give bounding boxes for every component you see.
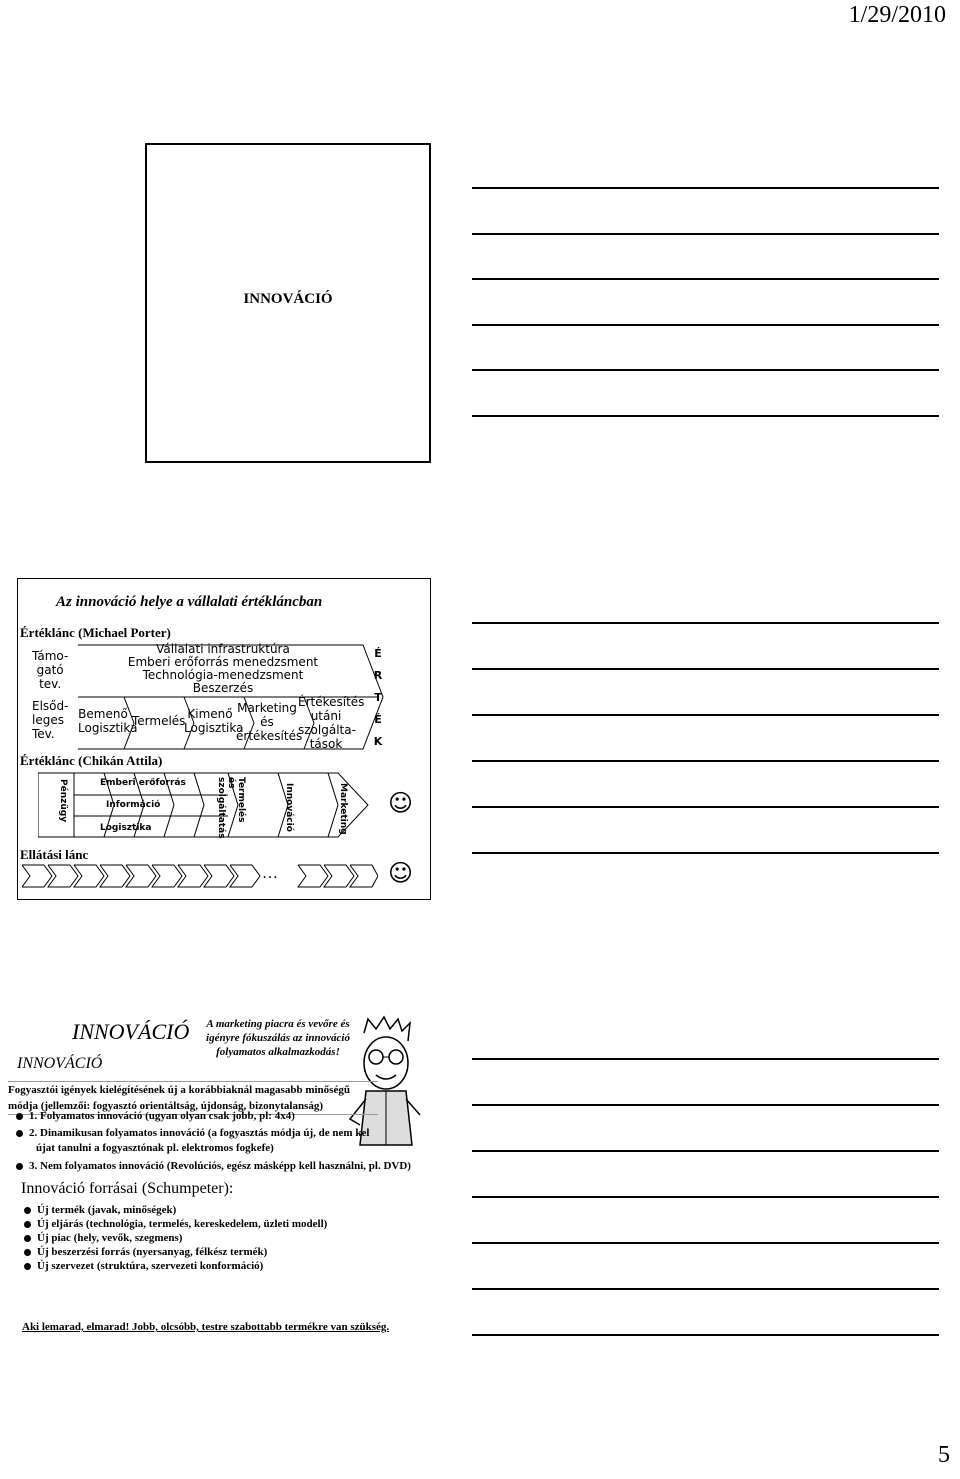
support-row-infrastructure: Vállalati infrastruktúra — [156, 642, 290, 656]
slide-1-title: INNOVÁCIÓ — [243, 291, 333, 307]
list-item: 2. Dinamikusan folyamatos innováció (a fogyasztás módja új, de nem kel — [16, 1126, 416, 1141]
support-activities-label: Támo- gató tev. — [32, 649, 69, 691]
sources-title: Innováció forrásai (Schumpeter): — [21, 1180, 234, 1197]
innovation-types-list — [16, 1109, 416, 1174]
bullet-icon — [24, 1249, 31, 1256]
bullet-icon — [24, 1235, 31, 1242]
slide-3-big-title: INNOVÁCIÓ — [72, 1019, 190, 1044]
porter-heading: Értéklánc (Michael Porter) — [20, 625, 171, 640]
supply-chain-arrows — [22, 863, 378, 889]
supply-chain-ellipsis: … — [262, 865, 278, 882]
closing-statement: Aki lemarad, elmarad! Jobb, olcsóbb, testre szabottabb termékre van szükség. — [22, 1321, 390, 1333]
list-item-continued: újat tanulni a fogyasztónak pl. elektromos fogkefe) — [36, 1142, 274, 1154]
primary-service: Értékesítés utáni szolgálta- tások — [298, 695, 365, 751]
chikan-marketing-label: Marketing — [338, 783, 348, 835]
primary-inbound: Bemenő Logisztika — [78, 707, 138, 735]
slide-1 — [145, 143, 431, 463]
bullet-icon — [16, 1113, 23, 1120]
primary-outbound: Kimenő Logisztika — [184, 707, 244, 735]
primary-marketing: Marketing és értékesítés — [236, 701, 303, 743]
slide-3 — [0, 1005, 470, 1345]
page-number: 5 — [938, 1442, 950, 1468]
primary-activities-label: Elsőd- leges Tev. — [32, 699, 69, 741]
list-item: Új eljárás (technológia, termelés, kereskedelem, üzleti modell) — [24, 1217, 327, 1231]
bullet-icon — [24, 1207, 31, 1214]
chikan-finance-label: Pénzügy — [58, 779, 68, 823]
value-letters: É R T É K — [373, 647, 383, 748]
support-row-procurement: Beszerzés — [192, 681, 254, 695]
slide-3-quote: A marketing piacra és vevőre és igényre fókuszálás az innováció folyamatos alkalmazkodás! — [206, 1018, 350, 1058]
list-item: 1. Folyamatos innováció (ugyan olyan csak jobb, pl: 4x4) — [16, 1109, 416, 1124]
sources-list — [24, 1203, 327, 1273]
support-rows — [78, 643, 368, 695]
chikan-value-chain-diagram — [38, 771, 384, 841]
slide-2 — [17, 578, 431, 900]
print-date: 1/29/2010 — [848, 2, 946, 28]
list-item: Új piac (hely, vevők, szegmens) — [24, 1231, 327, 1245]
bullet-icon — [16, 1163, 23, 1170]
smiley-icon: ☺ — [388, 789, 414, 817]
chikan-operations-label: Termelés és szolgáltatás — [216, 777, 246, 839]
supply-chain-label: Ellátási lánc — [20, 847, 89, 862]
primary-operations: Termelés — [132, 714, 186, 728]
bullet-icon — [24, 1221, 31, 1228]
chikan-support-logistics: Logisztika — [100, 823, 152, 833]
smiley-icon-2: ☺ — [388, 859, 414, 887]
list-item: 3. Nem folyamatos innováció (Revolúciós, egész másképp kell használni, pl. DVD) — [16, 1159, 416, 1174]
slide-2-title: Az innováció helye a vállalati értékláncban — [56, 594, 323, 610]
list-item: Új beszerzési forrás (nyersanyag, félkész termék) — [24, 1245, 327, 1259]
chikan-innovation-label: Innováció — [284, 783, 294, 832]
bullet-icon — [24, 1263, 31, 1270]
chikan-heading: Értéklánc (Chikán Attila) — [20, 753, 163, 768]
chikan-support-info: Információ — [106, 800, 161, 810]
definition-text: Fogyasztói igények kielégítésének új a korábbiaknál magasabb minőségű módja (jellemzői: fogyasztó orientáltság, újdonság, bizonytalanság) — [8, 1081, 378, 1115]
slide-3-small-title: INNOVÁCIÓ — [17, 1055, 103, 1072]
support-row-hr: Emberi erőforrás menedzsment — [127, 655, 319, 669]
list-item: Új szervezet (struktúra, szervezeti konformáció) — [24, 1259, 327, 1273]
support-row-technology: Technológia-menedzsment — [142, 668, 304, 682]
chikan-support-hr: Emberi erőforrás — [100, 778, 186, 788]
list-item: Új termék (javak, minőségek) — [24, 1203, 327, 1217]
bullet-icon — [16, 1130, 23, 1137]
